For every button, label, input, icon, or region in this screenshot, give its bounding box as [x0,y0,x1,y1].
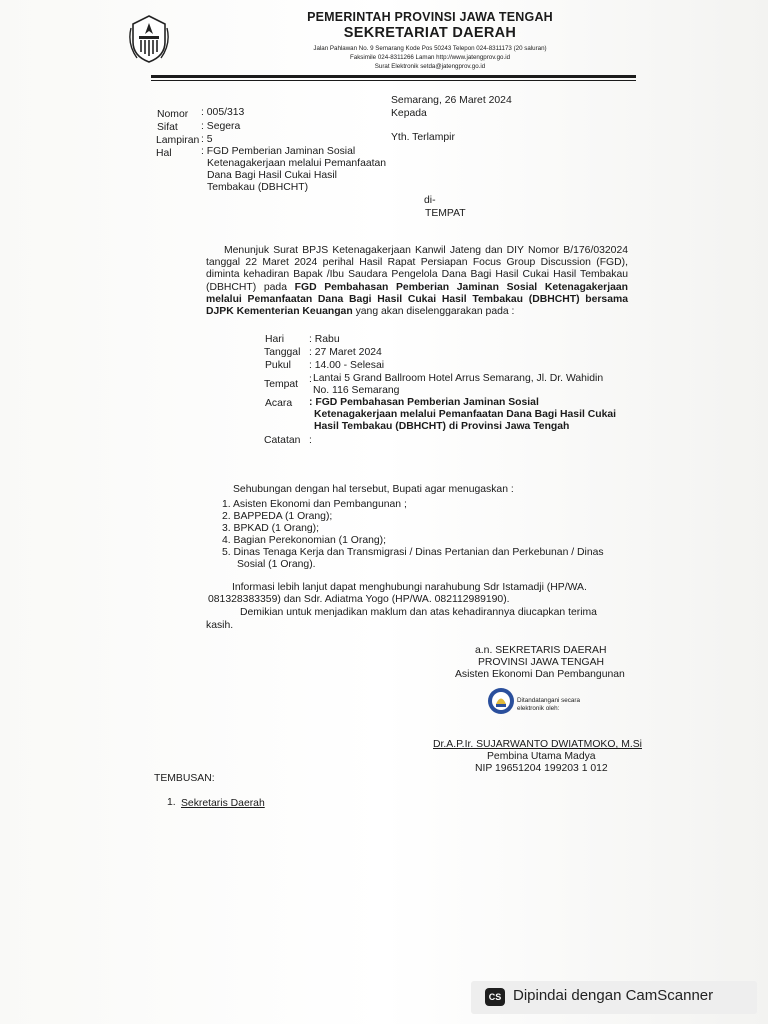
body-text-event-title: FGD Pembahasan Pemberian Jaminan Sosial Ketenagakerjaan melalui Pemanfaatan Dana Bagi Hasil Cukai Hasil Tembakau (DBHCHT) bersama DJPK Kementerian Keuangan [206,281,628,318]
lampiran-label: Lampiran [156,135,200,146]
assignment-item-1: 1. Asisten Ekonomi dan Pembangunan ; [222,499,407,510]
signature-on-behalf: a.n. SEKRETARIS DAERAH [475,645,607,656]
letterhead-address-line: Jalan Pahlawan No. 9 Semarang Kode Pos 50243 Telepon 024-8311173 (20 saluran) [313,45,547,52]
hal-line-3: Dana Bagi Hasil Cukai Hasil [207,170,337,181]
letterhead-divider-thin [151,80,636,81]
hari-value: : Rabu [309,334,340,345]
tempat-line-2: No. 116 Semarang [313,385,400,396]
assignment-item-3: 3. BPKAD (1 Orang); [222,523,320,534]
e-signature-seal-icon [487,687,515,715]
tembusan-label: TEMBUSAN: [154,773,215,784]
lampiran-value: : 5 [201,134,213,145]
signatory-rank: Pembina Utama Madya [487,751,596,762]
acara-line-2: Ketenagakerjaan melalui Pemanfaatan Dana Bagi Hasil Cukai [314,409,617,420]
hal-line-4: Tembakau (DBHCHT) [207,182,309,193]
body-text-closing: yang akan diselenggarakan pada : [355,306,515,318]
sifat-label: Sifat [157,122,178,133]
coat-of-arms-logo [127,14,171,64]
signature-province: PROVINSI JAWA TENGAH [478,657,605,668]
letterhead-divider-thick [151,75,636,78]
tanggal-value: : 27 Maret 2024 [309,347,382,358]
tembusan-item-1: Sekretaris Daerah [181,798,265,809]
camscanner-logo-icon: CS [485,988,505,1006]
signatory-name: Dr.A.P.Ir. SUJARWANTO DWIATMOKO, M.Si [433,739,642,750]
camscanner-text: Dipindai dengan CamScanner [513,987,714,1004]
assignment-item-5-cont: Sosial (1 Orang). [237,559,316,570]
acara-label: Acara [265,398,293,409]
contact-line-1: Informasi lebih lanjut dapat menghubungi narahubung Sdr Istamadji (HP/WA. [232,582,587,593]
nomor-value: : 005/313 [201,107,245,118]
assignment-item-2: 2. BAPPEDA (1 Orang); [222,511,333,522]
assignment-intro: Sehubungan dengan hal tersebut, Bupati agar menugaskan : [233,484,514,495]
letterhead-office: SEKRETARIAT DAERAH [343,25,517,41]
recipient-di: di- [424,195,436,206]
e-signature-note-line-2: elektronik oleh: [517,705,560,712]
hari-label: Hari [265,334,285,345]
pukul-value: : 14.00 - Selesai [309,360,385,371]
acara-line-3: Hasil Tembakau (DBHCHT) di Provinsi Jawa Tengah [314,421,570,432]
pukul-label: Pukul [265,360,291,371]
tembusan-item-number: 1. [167,797,176,808]
tempat-colon: : [309,374,312,385]
hal-line-2: Ketenagakerjaan melalui Pemanfaatan [207,158,387,169]
catatan-label: Catatan [264,435,301,446]
closing-line-2: kasih. [206,620,234,631]
hal-label: Hal [156,148,172,159]
letter-date: Semarang, 26 Maret 2024 [391,95,512,106]
nomor-label: Nomor [157,109,189,120]
sifat-value: : Segera [201,121,241,132]
body-paragraph [206,245,628,318]
catatan-value: : [309,435,312,446]
letterhead-email-line: Surat Elektronik setda@jatengprov.go.id [374,63,486,70]
contact-line-2: 081328383359) dan Sdr. Adiatma Yogo (HP/WA. 082112989190). [208,594,510,605]
recipient-value: Yth. Terlampir [391,132,455,143]
acara-line-1: : FGD Pembahasan Pemberian Jaminan Sosial [309,397,539,408]
letterhead-fax-line: Faksimile 024-8311266 Laman http://www.jatengprov.go.id [349,54,511,61]
e-signature-note [517,697,580,713]
letterhead-government: PEMERINTAH PROVINSI JAWA TENGAH [307,10,553,24]
tanggal-label: Tanggal [264,347,301,358]
body-text-intro: Menunjuk Surat BPJS Ketenagakerjaan Kanwil Jateng dan DIY Nomor B/176/032024 tanggal 22 Maret 2024 perihal Hasil Rapat Persiapan Focus Group Discussion (FGD), diminta kehadiran Bapak /Ibu Saudara Pengelola Dana Bagi Hasil Cukai Hasil Tembakau (DBHCHT) pada [206,245,628,293]
recipient-label: Kepada [391,108,427,119]
closing-line-1: Demikian untuk menjadikan maklum dan atas kehadirannya diucapkan terima [240,607,597,618]
assignment-item-4: 4. Bagian Perekonomian (1 Orang); [222,535,387,546]
e-signature-note-line-1: Ditandatangani secara [517,697,581,704]
hal-line-1: : FGD Pemberian Jaminan Sosial [201,146,356,157]
signature-role: Asisten Ekonomi Dan Pembangunan [455,669,625,680]
letterhead-address [260,44,600,71]
signatory-nip: NIP 19651204 199203 1 012 [475,763,608,774]
recipient-place: TEMPAT [425,208,466,219]
tempat-label: Tempat [264,379,299,390]
tempat-line-1: Lantai 5 Grand Ballroom Hotel Arrus Semarang, Jl. Dr. Wahidin [313,373,604,384]
assignment-item-5: 5. Dinas Tenaga Kerja dan Transmigrasi / Dinas Pertanian dan Perkebunan / Dinas [222,547,604,558]
